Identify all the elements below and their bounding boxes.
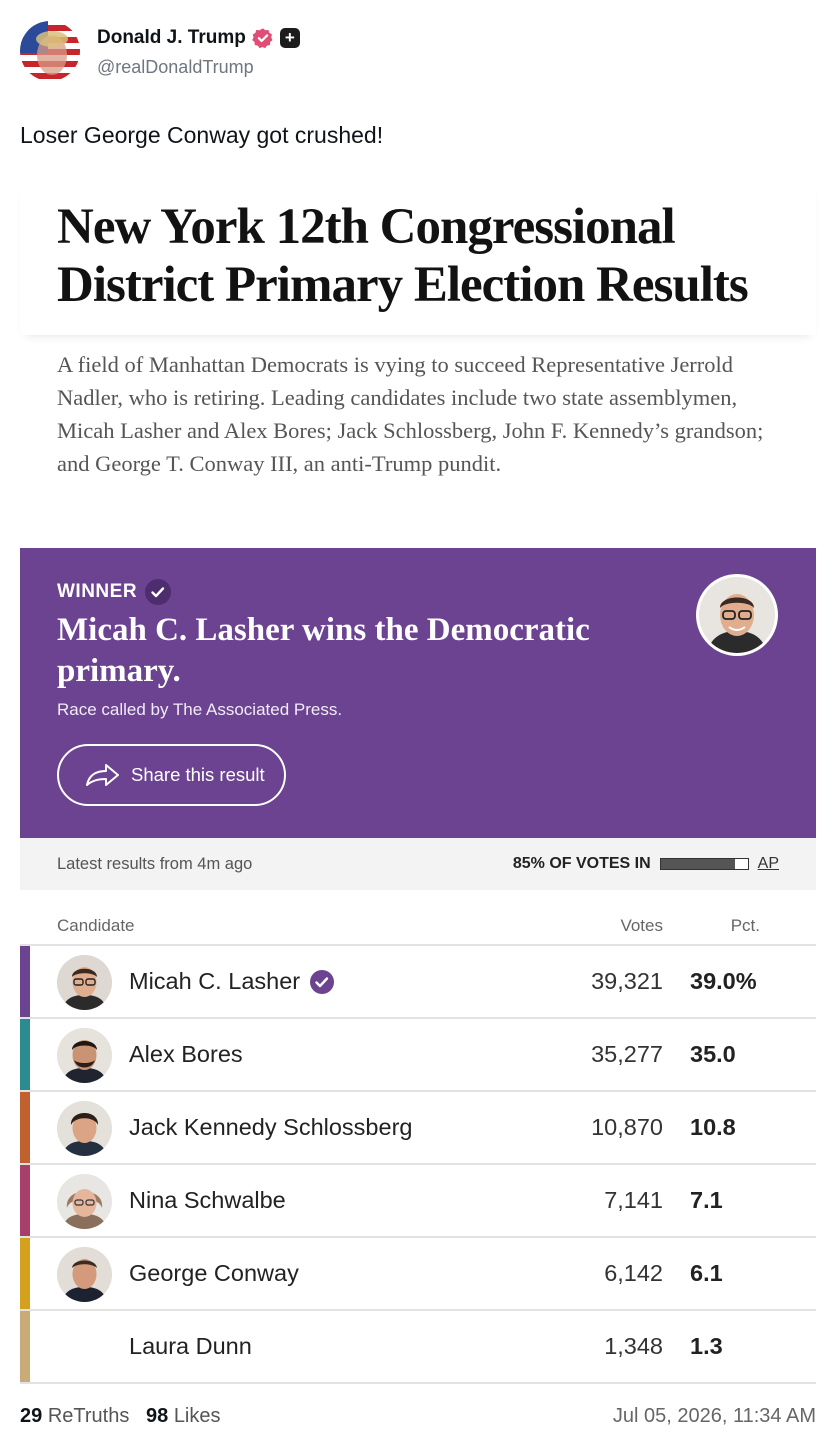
candidate-pct: 35.0 [690,1041,736,1067]
share-result-button[interactable] [57,744,286,806]
candidate-color-bar [20,1238,30,1309]
candidate-name: Alex Bores [129,1041,243,1067]
votes-column-header: Votes [620,916,663,935]
candidate-photo [57,1028,112,1083]
candidate-votes: 6,142 [604,1260,663,1286]
winner-photo [696,574,778,656]
results-status-bar [20,838,816,890]
votes-in-progress-bar [660,858,749,870]
retruths-count[interactable]: 29 [20,1405,43,1427]
candidate-votes: 1,348 [604,1333,663,1359]
latest-results-time: Latest results from 4m ago [57,855,253,873]
candidate-photo [57,1247,112,1302]
candidate-pct: 10.8 [690,1114,736,1140]
candidate-votes: 7,141 [604,1187,663,1213]
candidate-pct: 1.3 [690,1333,723,1359]
card-title-area [20,180,816,335]
winner-headline: Micah C. Lasher wins the Democratic primary. [57,612,590,689]
post-timestamp[interactable]: Jul 05, 2026, 11:34 AM [612,1405,816,1427]
author-name[interactable]: Donald J. Trump [97,26,246,48]
table-row[interactable] [20,1311,816,1384]
plus-badge-icon: + [280,28,300,48]
candidate-color-bar [20,1092,30,1163]
election-results-card[interactable] [20,180,816,1385]
card-title: New York 12th Congressional District Primary Election Results [57,199,748,313]
votes-in-label: 85% OF VOTES IN [512,855,651,872]
table-row[interactable] [20,1238,816,1311]
candidate-votes: 35,277 [591,1041,663,1067]
card-description: A field of Manhattan Democrats is vying to succeed Representative Jerrold Nadler, who is retiring. Leading candidates include two state assemblymen, Micah Lasher and Alex Bores; Jack Schlossberg, John F. Kennedy’s grandson; and George T. Conway III, an anti-Trump pundit. [57,352,764,476]
candidate-photo [57,955,112,1010]
candidate-photo [57,1101,112,1156]
candidate-name: Nina Schwalbe [129,1187,286,1213]
candidate-name: Jack Kennedy Schlossberg [129,1114,413,1140]
author-avatar[interactable] [20,21,80,81]
winner-label: WINNER [57,581,138,602]
pct-column-header: Pct. [730,916,760,935]
results-table-header [20,892,816,946]
candidate-color-bar [20,1311,30,1382]
candidate-votes: 10,870 [591,1114,663,1140]
author-handle[interactable]: @realDonaldTrump [97,56,254,77]
likes-label[interactable]: Likes [173,1405,221,1427]
candidate-votes: 39,321 [591,968,663,994]
retruths-label[interactable]: ReTruths [47,1405,130,1427]
winner-check-icon [309,969,335,995]
candidate-color-bar [20,946,30,1017]
table-row[interactable] [20,946,816,1019]
post-text: Loser George Conway got crushed! [20,122,384,148]
candidate-name: George Conway [129,1260,299,1286]
candidate-pct: 6.1 [690,1260,723,1286]
candidate-name: Micah C. Lasher [129,968,301,994]
table-row[interactable] [20,1092,816,1165]
share-arrow-icon [85,762,121,788]
ap-source-link[interactable]: AP [757,855,779,872]
candidate-name: Laura Dunn [129,1333,252,1359]
candidate-column-header: Candidate [57,916,135,935]
post-header [20,18,300,84]
candidate-pct: 7.1 [690,1187,723,1213]
likes-count[interactable]: 98 [146,1405,169,1427]
candidate-color-bar [20,1165,30,1236]
verified-badge-icon [252,27,274,49]
race-called-note: Race called by The Associated Press. [57,700,343,719]
post-footer [20,1405,816,1435]
candidate-photo [57,1174,112,1229]
candidate-color-bar [20,1019,30,1090]
table-row[interactable] [20,1019,816,1092]
checkmark-icon [145,579,171,605]
table-row[interactable] [20,1165,816,1238]
share-button-label: Share this result [131,764,265,785]
candidate-pct: 39.0% [690,968,757,994]
winner-banner [20,548,816,838]
